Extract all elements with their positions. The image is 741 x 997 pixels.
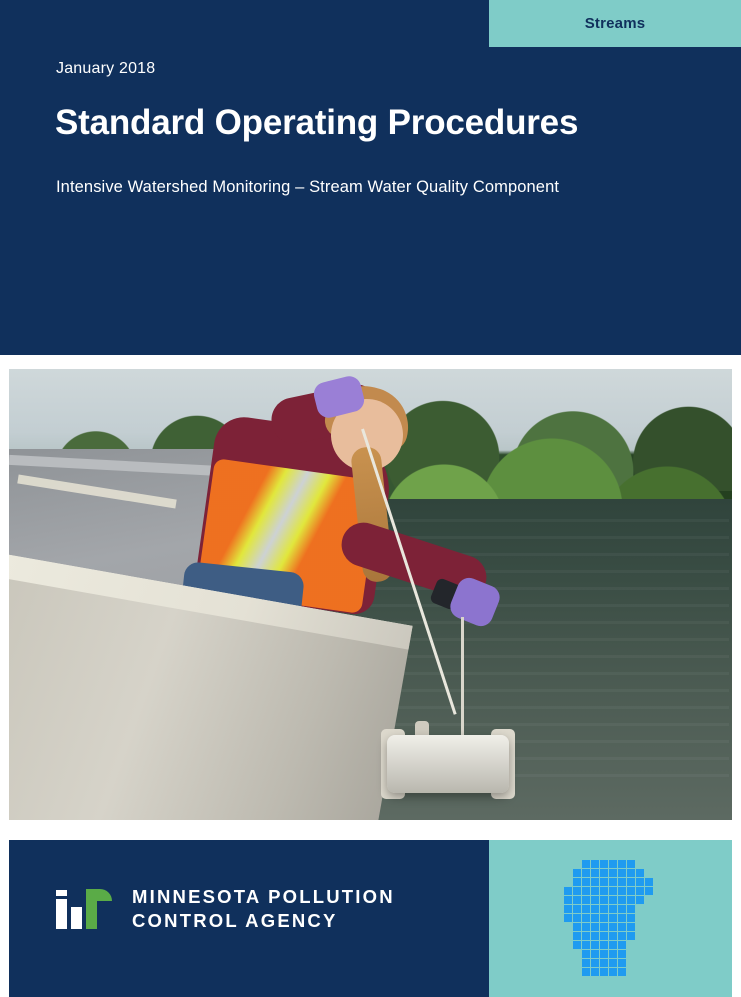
agency-logo <box>56 885 395 932</box>
cover-footer-band <box>9 840 732 997</box>
photo-background <box>9 369 732 820</box>
cover-header-band <box>0 0 741 355</box>
document-title: Standard Operating Procedures <box>55 103 579 142</box>
mpca-logo-icon <box>56 889 114 929</box>
agency-name-line2: CONTROL AGENCY <box>132 909 338 931</box>
category-tab: Streams <box>489 0 741 47</box>
minnesota-map-icon <box>552 858 676 984</box>
photo-sampler-line-lower <box>461 617 464 737</box>
document-subtitle: Intensive Watershed Monitoring – Stream Water Quality Component <box>56 178 560 196</box>
document-date: January 2018 <box>56 60 156 77</box>
photo-water-sampler-device <box>387 735 509 793</box>
agency-name-line1: MINNESOTA POLLUTION <box>132 886 395 907</box>
agency-name <box>132 885 395 932</box>
cover-photo <box>9 369 732 820</box>
